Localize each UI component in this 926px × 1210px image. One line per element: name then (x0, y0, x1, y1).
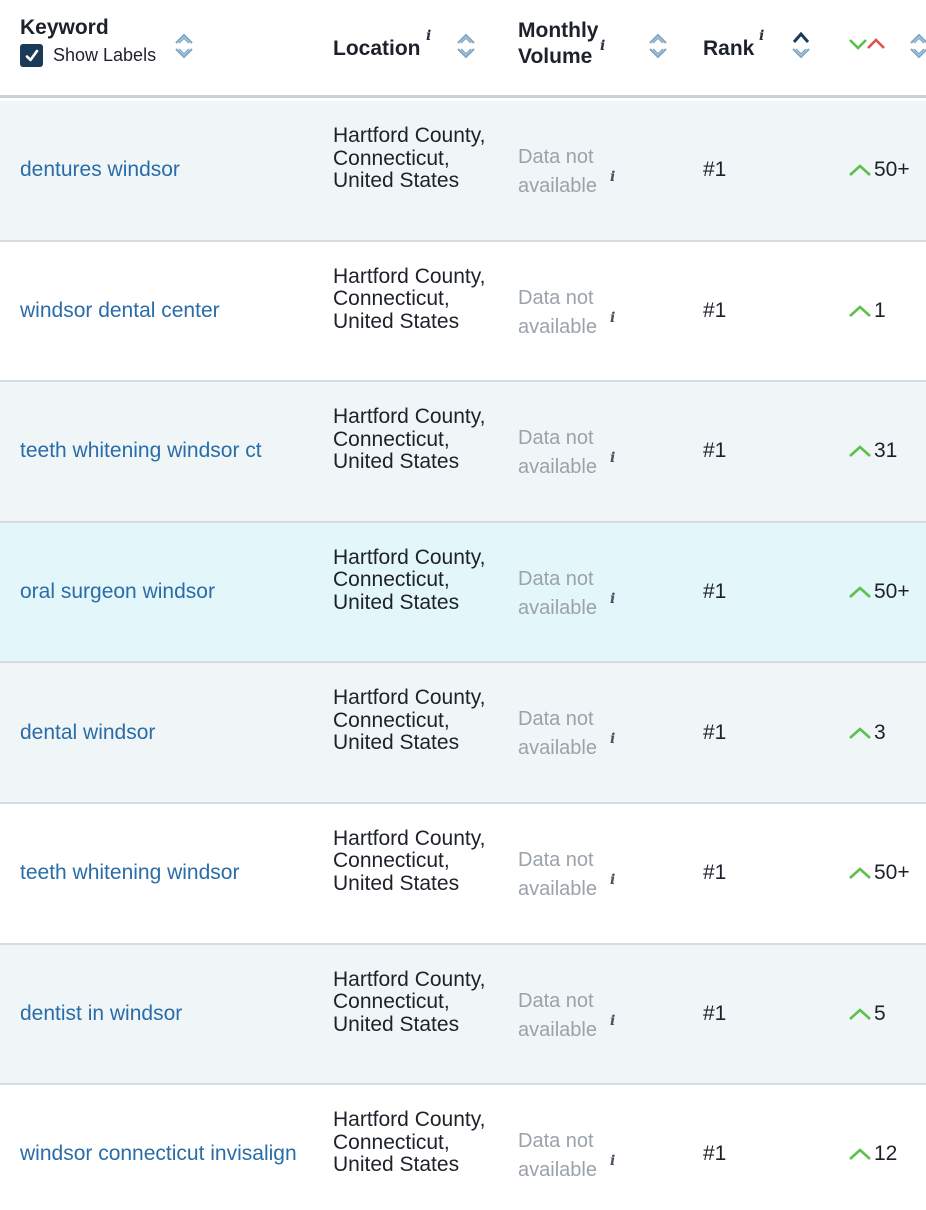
monthly-volume-column-header[interactable] (518, 18, 598, 70)
location-column-header[interactable]: Location (333, 37, 421, 60)
rank-cell: #1 (703, 580, 727, 604)
up-down-change-icon (848, 36, 892, 52)
table-row (0, 663, 926, 804)
keyword-link[interactable]: teeth whitening windsor ct (20, 439, 262, 463)
volume-value: Data not available (518, 708, 597, 760)
up-arrow-icon (848, 163, 872, 177)
keyword-link[interactable]: dentist in windsor (20, 1001, 183, 1025)
volume-value: Data not available (518, 848, 597, 900)
location-cell: Hartford County, Connecticut, United States (333, 967, 486, 1036)
volume-label: Volume (518, 45, 593, 68)
show-labels-toggle[interactable] (20, 44, 156, 67)
sort-change-icon[interactable] (908, 30, 926, 62)
table-row (0, 101, 926, 242)
volume-cell (518, 565, 628, 623)
change-value: 3 (874, 720, 886, 744)
rank-cell: #1 (703, 720, 727, 744)
keyword-link[interactable]: dental windsor (20, 720, 156, 744)
up-arrow-icon (848, 866, 872, 880)
sort-rank-active-icon[interactable] (790, 28, 812, 60)
location-cell: Hartford County, Connecticut, United States (333, 124, 486, 192)
table-row (0, 804, 926, 945)
up-arrow-icon (848, 304, 872, 318)
change-value: 50+ (874, 158, 910, 182)
location-cell: Hartford County, Connecticut, United States (333, 1108, 486, 1177)
volume-info-icon[interactable]: i (610, 731, 616, 748)
location-cell: Hartford County, Connecticut, United States (333, 826, 486, 895)
volume-value: Data not available (518, 427, 597, 479)
table-row (0, 1085, 926, 1210)
volume-info-icon[interactable]: i (610, 309, 616, 326)
volume-cell (518, 846, 628, 904)
rank-column-header[interactable]: Rank (703, 37, 755, 60)
change-cell (848, 721, 886, 745)
change-column-header[interactable] (848, 36, 892, 57)
volume-info-icon[interactable]: i (610, 590, 616, 607)
rank-info-icon[interactable]: i (759, 28, 765, 44)
table-row (0, 382, 926, 523)
volume-cell (518, 987, 628, 1045)
rank-cell: #1 (703, 298, 727, 322)
change-cell (848, 1002, 886, 1026)
volume-info-icon[interactable]: i (610, 871, 616, 888)
change-cell (848, 439, 897, 463)
change-value: 1 (874, 298, 886, 322)
rank-cell: #1 (703, 1142, 727, 1166)
change-value: 12 (874, 1142, 898, 1166)
location-cell: Hartford County, Connecticut, United States (333, 545, 486, 614)
volume-info-icon[interactable]: i (600, 38, 606, 54)
volume-value: Data not available (518, 567, 597, 619)
keyword-table-body (0, 101, 926, 1210)
up-arrow-icon (848, 1147, 872, 1161)
change-value: 5 (874, 1001, 886, 1025)
keyword-link[interactable]: windsor connecticut invisalign (20, 1142, 297, 1166)
change-value: 50+ (874, 580, 910, 604)
rank-cell: #1 (703, 1001, 727, 1025)
change-value: 31 (874, 439, 898, 463)
volume-info-icon[interactable]: i (610, 169, 616, 185)
keyword-link[interactable]: teeth whitening windsor (20, 861, 240, 885)
volume-cell (518, 705, 628, 763)
rank-cell: #1 (703, 861, 727, 885)
sort-location-icon[interactable] (455, 30, 477, 62)
table-row (0, 945, 926, 1086)
show-labels-checkbox[interactable] (20, 44, 43, 67)
rank-cell: #1 (703, 439, 727, 463)
table-row (0, 523, 926, 664)
location-cell: Hartford County, Connecticut, United States (333, 686, 486, 755)
up-arrow-icon (848, 1007, 872, 1021)
location-cell: Hartford County, Connecticut, United States (333, 405, 486, 474)
sort-keyword-icon[interactable] (173, 30, 195, 62)
location-cell: Hartford County, Connecticut, United States (333, 264, 486, 333)
volume-info-icon[interactable]: i (610, 1153, 616, 1170)
table-header (0, 0, 926, 98)
change-cell (848, 580, 910, 604)
sort-volume-icon[interactable] (647, 30, 669, 62)
change-cell (848, 1142, 897, 1166)
change-cell (848, 861, 910, 885)
monthly-label: Monthly (518, 19, 599, 42)
volume-info-icon[interactable]: i (610, 450, 616, 467)
volume-value: Data not available (518, 1130, 597, 1182)
table-row (0, 242, 926, 383)
volume-cell (518, 284, 628, 342)
volume-value: Data not available (518, 146, 597, 197)
up-arrow-icon (848, 444, 872, 458)
rank-cell: #1 (703, 158, 727, 182)
volume-cell (518, 1127, 628, 1185)
checkmark-icon (24, 48, 40, 64)
change-cell (848, 299, 886, 323)
volume-info-icon[interactable]: i (610, 1012, 616, 1029)
keyword-link[interactable]: windsor dental center (20, 298, 220, 322)
up-arrow-icon (848, 726, 872, 740)
up-arrow-icon (848, 585, 872, 599)
keyword-link[interactable]: dentures windsor (20, 158, 180, 182)
keyword-column-header[interactable]: Keyword (20, 16, 109, 39)
change-cell (848, 158, 910, 182)
volume-value: Data not available (518, 989, 597, 1041)
location-info-icon[interactable]: i (426, 28, 432, 44)
show-labels-label: Show Labels (53, 45, 157, 65)
volume-cell (518, 424, 628, 482)
volume-value: Data not available (518, 286, 597, 338)
volume-cell (518, 143, 628, 201)
change-value: 50+ (874, 861, 910, 885)
keyword-link[interactable]: oral surgeon windsor (20, 580, 215, 604)
